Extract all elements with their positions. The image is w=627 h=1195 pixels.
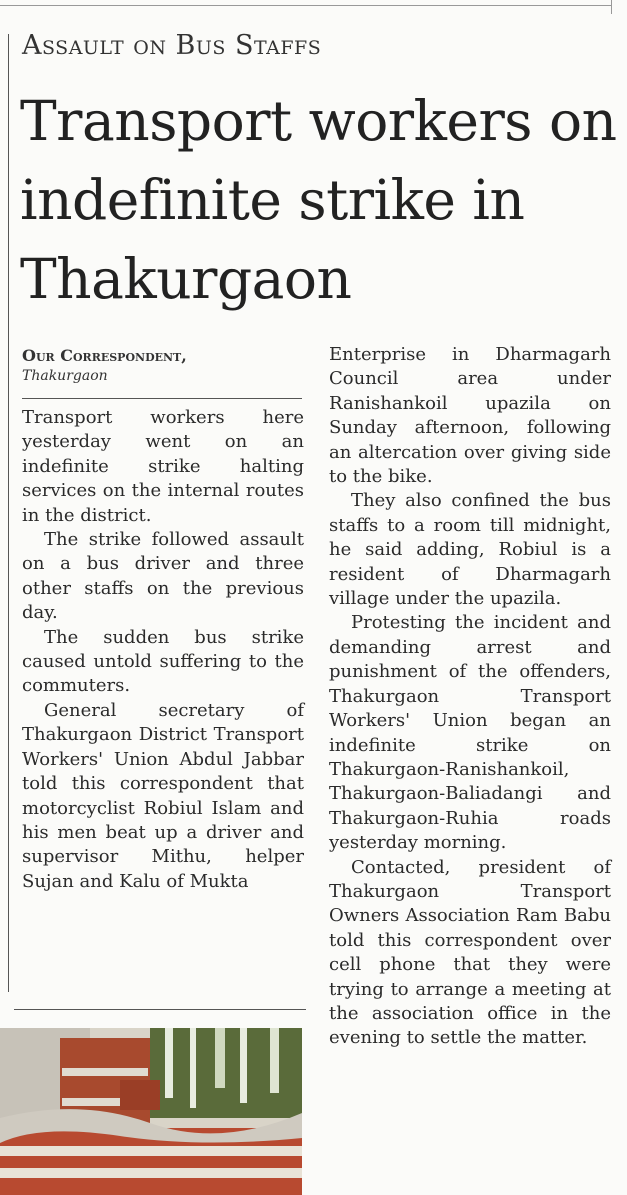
- right-border: [611, 0, 612, 14]
- byline-name: Our Correspondent,: [22, 346, 187, 365]
- article-column-1: [22, 406, 304, 894]
- paragraph: Transport workers here yesterday went on an indefinite strike halting services on the internal routes in the district.: [22, 407, 304, 526]
- paragraph: Protesting the incident and demanding arrest and punishment of the offenders, Thakurgaon Transport Workers' Union began an indefinite strike on Thakurgaon-Ranishankoil, Thakurgaon-Baliadangi and Thakurgaon-Ruhia roads yesterday morning.: [329, 612, 611, 854]
- paragraph: The sudden bus strike caused untold suffering to the commuters.: [22, 626, 304, 697]
- news-photo: [0, 1028, 302, 1195]
- photo-bus-cargo: [0, 1028, 302, 1195]
- paragraph: Enterprise in Dharmagarh Council area under Ranishankoil upazila on Sunday afternoon, following an altercation over giving side to the bike.: [329, 344, 611, 488]
- paragraph: The strike followed assault on a bus driver and three other staffs on the previous day.: [22, 529, 304, 624]
- top-border: [0, 0, 612, 6]
- paragraph: Contacted, president of Thakurgaon Transport Owners Association Ram Babu told this correspondent over cell phone that they were trying to arrange a meeting at the association office in the evening to settle the matter.: [329, 856, 611, 1049]
- byline-rule: [22, 398, 302, 399]
- kicker: Assault on Bus Staffs: [22, 30, 322, 61]
- left-column-rule: [8, 34, 9, 992]
- paragraph: They also confined the bus staffs to a room till midnight, he said adding, Robiul is a resident of Dharmagarh village under the upazila.: [329, 490, 611, 610]
- headline: Transport workers on indefinite strike in Thakurgaon: [20, 89, 617, 311]
- photo-rule: [14, 1009, 306, 1010]
- article-column-2: [329, 343, 611, 1051]
- paragraph: General secretary of Thakurgaon District Transport Workers' Union Abdul Jabbar told this correspondent that motorcyclist Robiul Islam and his men beat up a driver and supervisor Mithu, helper Sujan and Kalu of Mukta: [22, 699, 304, 892]
- byline-place: Thakurgaon: [22, 368, 108, 384]
